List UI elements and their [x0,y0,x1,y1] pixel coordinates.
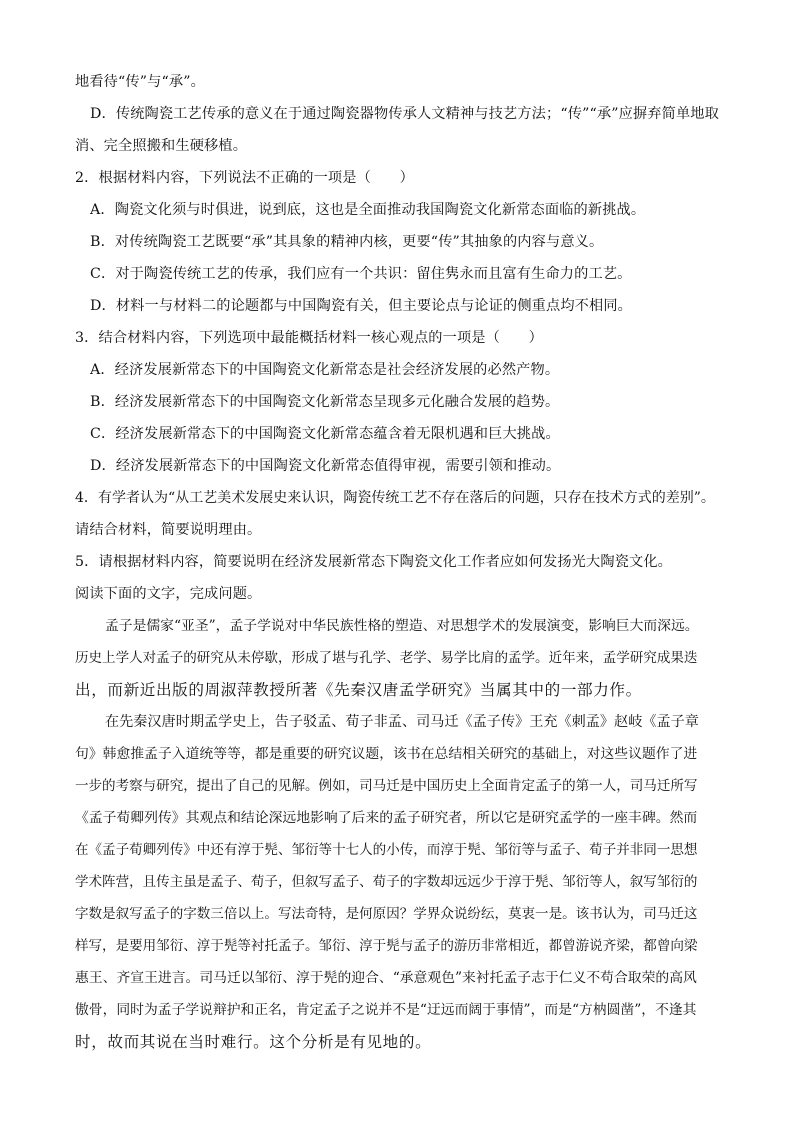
text-line: 学术阵营，且传主虽是孟子、荀子，但叙写孟子、荀子的字数却远远少于淳于髡、邹衍等人，叙写邹衍的 [75,874,698,890]
text-line: 请结合材料，简要说明理由。 [75,522,262,538]
text-line: A．陶瓷文化须与时俱进，说到底，这也是全面推动我国陶瓷文化新常态面临的新挑战。 [90,202,646,218]
text-line: 在先秦汉唐时期孟学史上，告子驳孟、荀子非孟、司马迁《孟子传》王充《刺孟》赵岐《孟子章 [105,714,699,730]
text-line: A．经济发展新常态下的中国陶瓷文化新常态是社会经济发展的必然产物。 [90,362,560,378]
text-line: 惠王、齐宣王进言。司马迁以邹衍、淳于髡的迎合、“承意观色”来衬托孟子志于仁义不苟合取荣的高风 [75,970,697,986]
text-line: D．材料一与材料二的论题都与中国陶瓷有关，但主要论点与论证的侧重点均不相同。 [90,298,633,314]
text-line: 字数是叙写孟子的字数三倍以上。写法奇特，是何原因？学界众说纷纭，莫衷一是。该书认为，司马迁这 [75,906,698,922]
text-line: 样写，是要用邹衍、淳于髡等衬托孟子。邹衍、淳于髡与孟子的游历非常相近，都曾游说齐梁，都曾向梁 [75,938,698,954]
text-line: 在《孟子荀卿列传》中还有淳于髡、邹衍等十七人的小传，而淳于髡、邹衍等与孟子、荀子并非同一思想 [75,842,698,858]
text-line: 出，而新近出版的周淑萍教授所著《先秦汉唐孟学研究》当属其中的一部力作。 [75,681,642,699]
text-line: 孟子是儒家“亚圣”，孟子学说对中华民族性格的塑造、对思想学术的发展演变，影响巨大而深远。 [105,618,699,634]
text-line: 地看待“传”与“承”。 [75,74,205,90]
text-line: 时，故而其说在当时难行。这个分析是有见地的。 [75,1033,432,1051]
text-line: 历史上学人对孟子的研究从未停歇，形成了堪与孔学、老学、易学比肩的孟学。近年来，孟学研究成果迭 [75,650,698,666]
text-line: 阅读下面的文字，完成问题。 [75,586,262,602]
text-line: B．经济发展新常态下的中国陶瓷文化新常态呈现多元化融合发展的趋势。 [90,394,560,410]
text-line: D．经济发展新常态下的中国陶瓷文化新常态值得审视，需要引领和推动。 [90,458,561,474]
text-line: 4．有学者认为“从工艺美术发展史来认识，陶瓷传统工艺不存在落后的问题，只存在技术方式的差别”。 [75,490,715,506]
text-line: 一步的考察与研究，提出了自己的见解。例如，司马迁是中国历史上全面肯定孟子的第一人，司马迁所写 [75,778,698,794]
text-line: 2．根据材料内容，下列说法不正确的一项是（ ） [75,170,414,186]
text-line: C．对于陶瓷传统工艺的传承，我们应有一个共识：留住隽永而且富有生命力的工艺。 [90,266,632,282]
text-line: 句》韩愈推孟子入道统等等，都是重要的研究议题，该书在总结相关研究的基础上，对这些议题作了进 [75,746,698,762]
text-line: 傲骨，同时为孟子学说辩护和正名，肯定孟子之说并不是“迂远而阔于事情”，而是“方枘圆凿”，不逢其 [75,1002,697,1018]
text-line: 消、完全照搬和生硬移植。 [75,138,248,154]
text-line: C．经济发展新常态下的中国陶瓷文化新常态蕴含着无限机遇和巨大挑战。 [90,426,560,442]
text-line: B．对传统陶瓷工艺既要“承”其具象的精神内核，更要“传”其抽象的内容与意义。 [90,234,604,250]
text-line: 3．结合材料内容，下列选项中最能概括材料一核心观点的一项是（ ） [75,330,543,346]
text-line: D．传统陶瓷工艺传承的意义在于通过陶瓷器物传承人文精神与技艺方法；“传”“承”应摒弃简单地取 [90,106,719,122]
text-line: 《孟子荀卿列传》其观点和结论深远地影响了后来的孟子研究者，所以它是研究孟学的一座丰碑。然而 [75,810,698,826]
text-line: 5．请根据材料内容，简要说明在经济发展新常态下陶瓷文化工作者应如何发扬光大陶瓷文化。 [75,554,673,570]
